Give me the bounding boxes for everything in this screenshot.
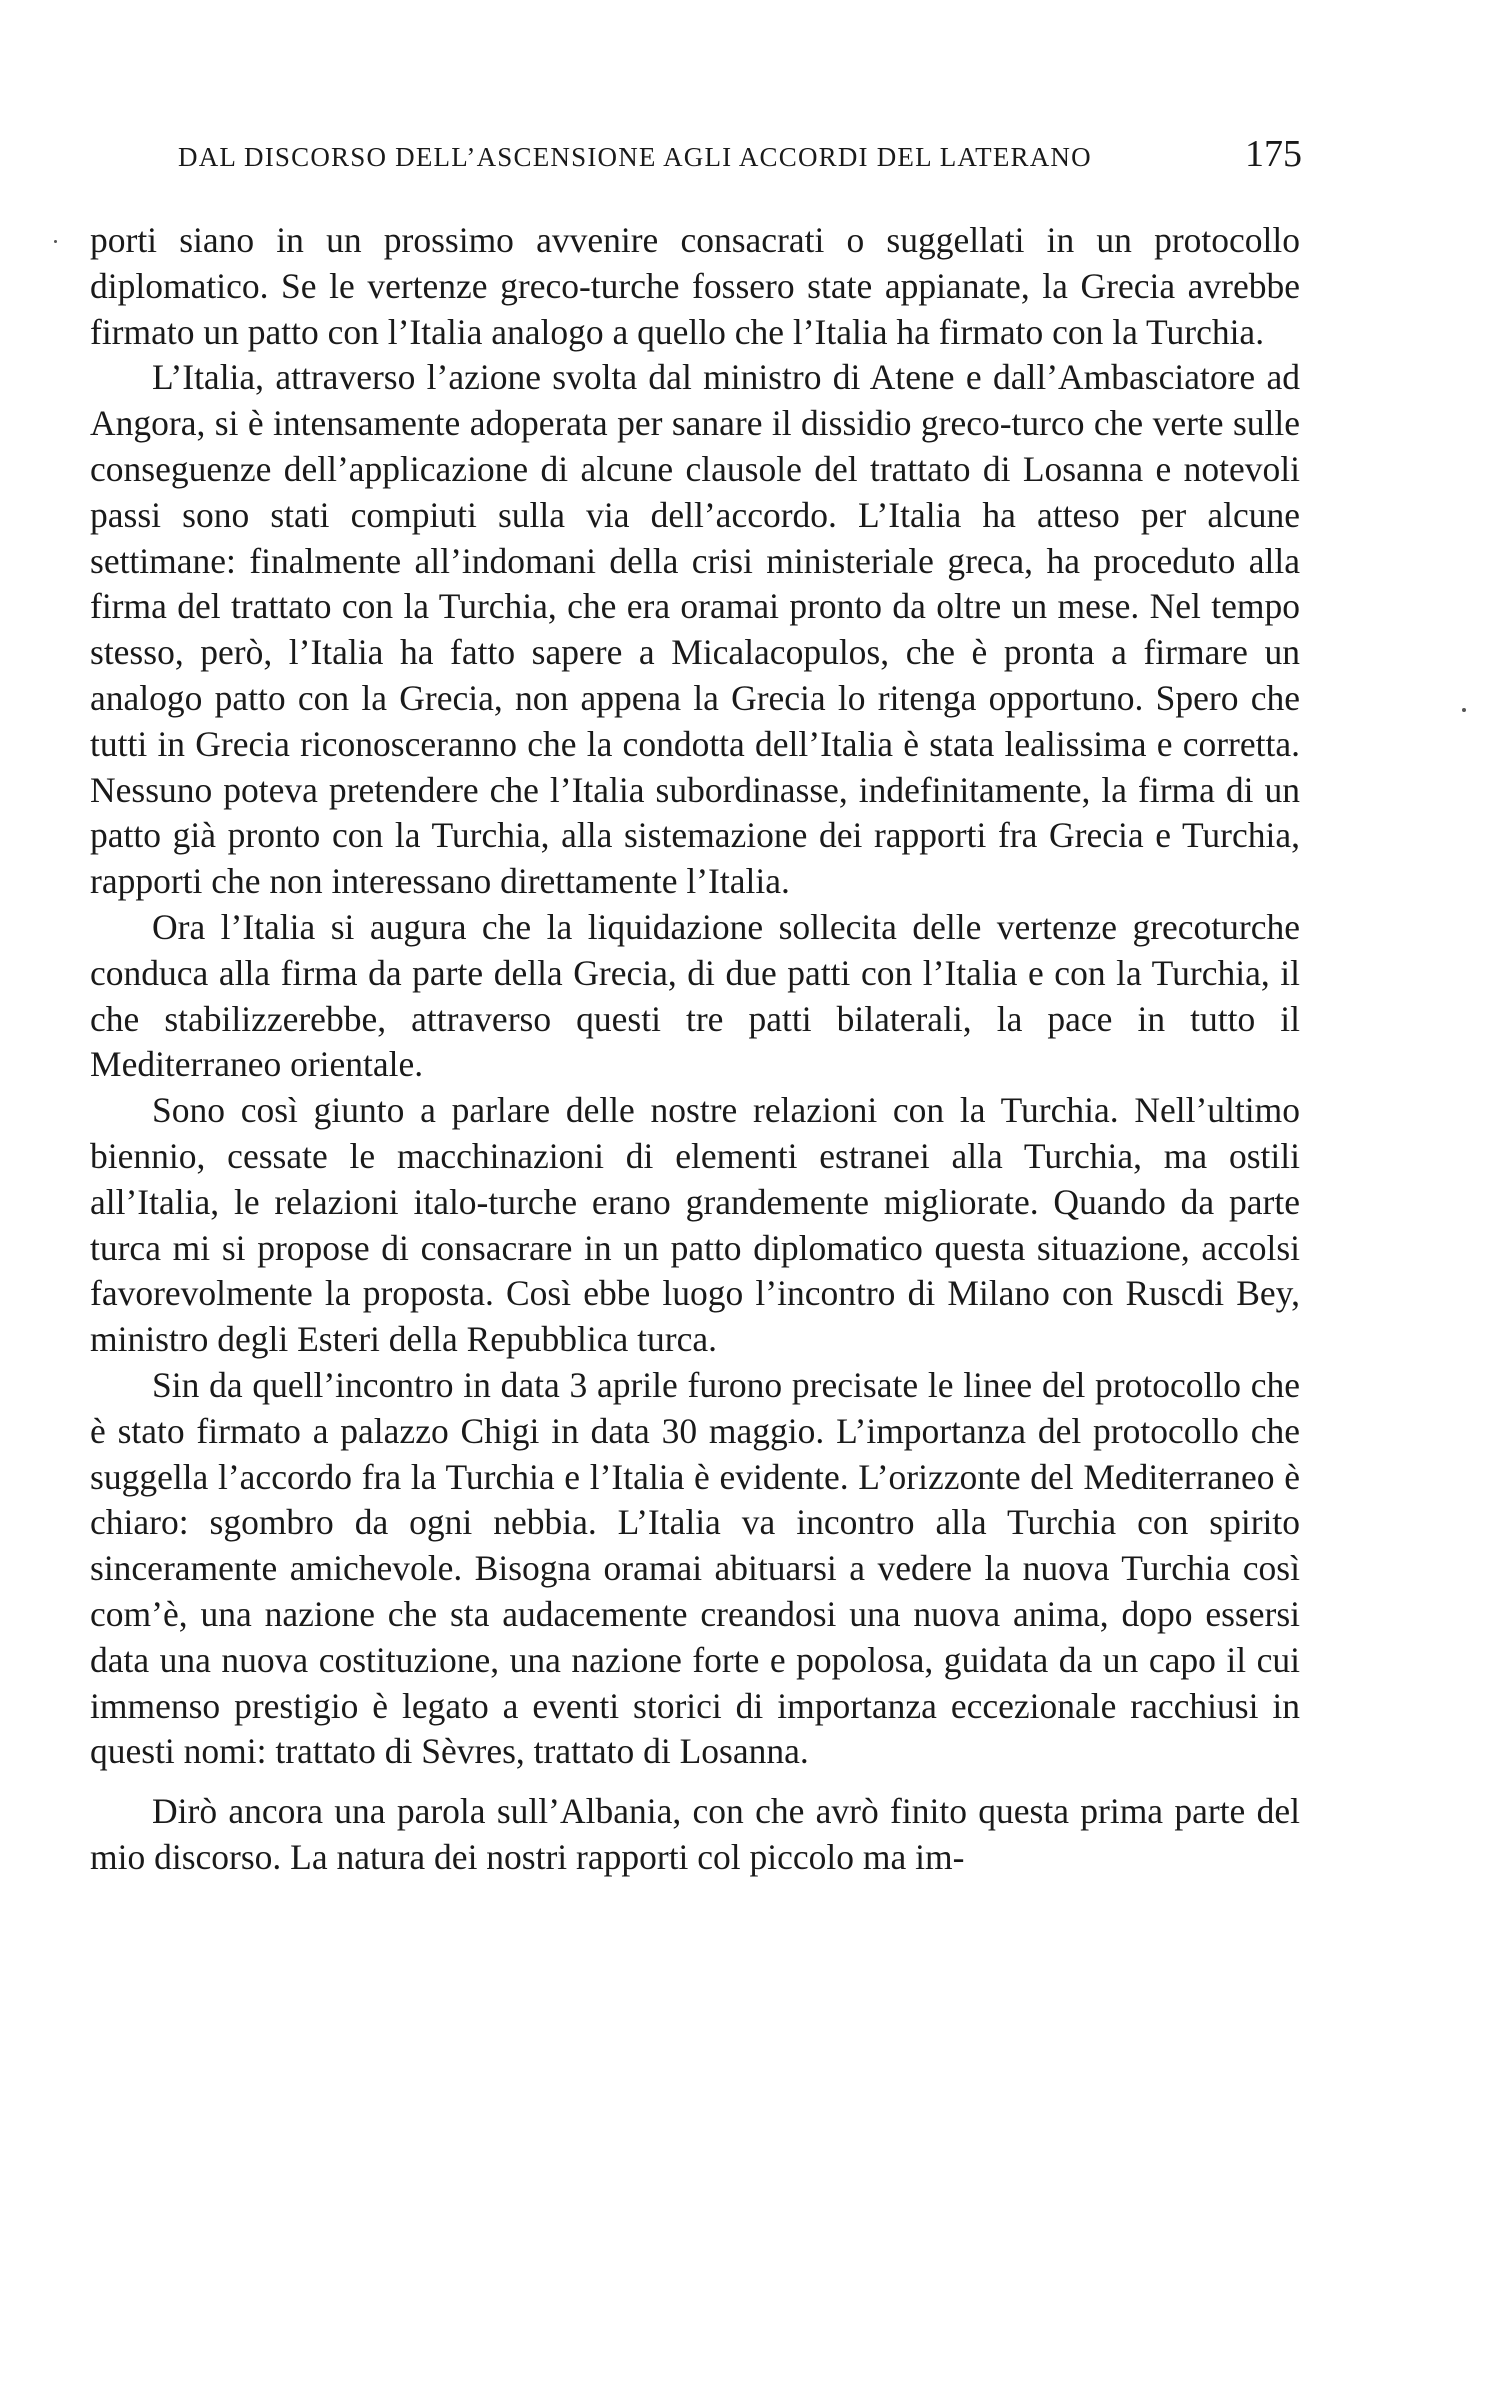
paragraph-relations-turkey: Sono così giunto a parlare delle nostre relazioni con la Turchia. Nell’ultimo biennio, cessate le macchinazioni di elementi estranei alla Turchia, ma ostili all’Italia, le relazioni italo-turche erano grandemente migliorate. Quando da parte turca mi si propose di consacrare in un patto diplomatico questa situazione, accolsi favorevolmente la proposta. Così ebbe luogo l’incontro di Milano con Ruscdi Bey, ministro degli Esteri della Repubblica turca. [90, 1090, 1300, 1360]
paragraph-greco-turkish-dispute: L’Italia, attraverso l’azione svolta dal ministro di Atene e dall’Ambasciatore ad Angora, si è intensamente adoperata per sanare il dissidio greco-turco che verte sulle conseguenze dell’applicazione di alcune clausole del trattato di Losanna e notevoli passi sono stati compiuti sulla via dell’accordo. L’Italia ha atteso per alcune settimane: finalmente all’indomani della crisi ministeriale greca, ha proceduto alla firma del trattato con la Turchia, che era oramai pronto da oltre un mese. Nel tempo stesso, però, l’Italia ha fatto sapere a Micalacopulos, che è pronta a firmare un analogo patto con la Grecia, non appena la Grecia lo ritenga opportuno. Spero che tutti in Grecia riconosceranno che la condotta dell’Italia è stata lealissima e corretta. Nessuno poteva pretendere che l’Italia subordinasse, indefinitamente, la firma di un patto già pronto con la Turchia, alla sistemazione dei rapporti fra Grecia e Turchia, rapporti che non interessano direttamente l’Italia. [90, 357, 1300, 902]
print-speck [54, 240, 57, 243]
running-header [90, 132, 1300, 192]
running-title: DAL DISCORSO DELL’ASCENSIONE AGLI ACCORDI DEL LATERANO [178, 142, 1092, 172]
paragraph-albania: Dirò ancora una parola sull’Albania, con che avrò finito questa prima parte del mio discorso. La natura dei nostri rapporti col piccolo ma im- [90, 1791, 1300, 1877]
paragraph-continuation: porti siano in un prossimo avvenire consacrati o suggellati in un protocollo diplomatico. Se le vertenze greco-turche fossero state appianate, la Grecia avrebbe firmato un patto con l’Italia analogo a quello che l’Italia ha firmato con la Turchia. [90, 220, 1300, 352]
paragraph-protocol: Sin da quell’incontro in data 3 aprile furono precisate le linee del protocollo che è stato firmato a palazzo Chigi in data 30 maggio. L’importanza del protocollo che suggella l’accordo fra la Turchia e l’Italia è evidente. L’orizzonte del Mediterraneo è chiaro: sgombro da ogni nebbia. L’Italia va incontro alla Turchia con spirito sinceramente amichevole. Bisogna oramai abituarsi a vedere la nuova Turchia così com’è, una nazione che sta audacemente creandosi una nuova anima, dopo essersi data una nuova costituzione, una nazione forte e popolosa, guidata da un capo il cui immenso prestigio è legato a eventi storici di importanza eccezionale racchiusi in questi nomi: trattato di Sèvres, trattato di Losanna. [90, 1364, 1300, 1772]
paragraph-bilateral-pacts: Ora l’Italia si augura che la liquidazione sollecita delle vertenze grecoturche conduca alla firma da parte della Grecia, di due patti con l’Italia e con la Turchia, il che stabilizzerebbe, attraverso questi tre patti bilaterali, la pace in tutto il Mediterraneo orientale. [90, 906, 1300, 1085]
book-page [90, 132, 1300, 1881]
page-number: 175 [1245, 133, 1302, 175]
print-speck [1462, 708, 1466, 712]
body-text [90, 218, 1300, 1881]
